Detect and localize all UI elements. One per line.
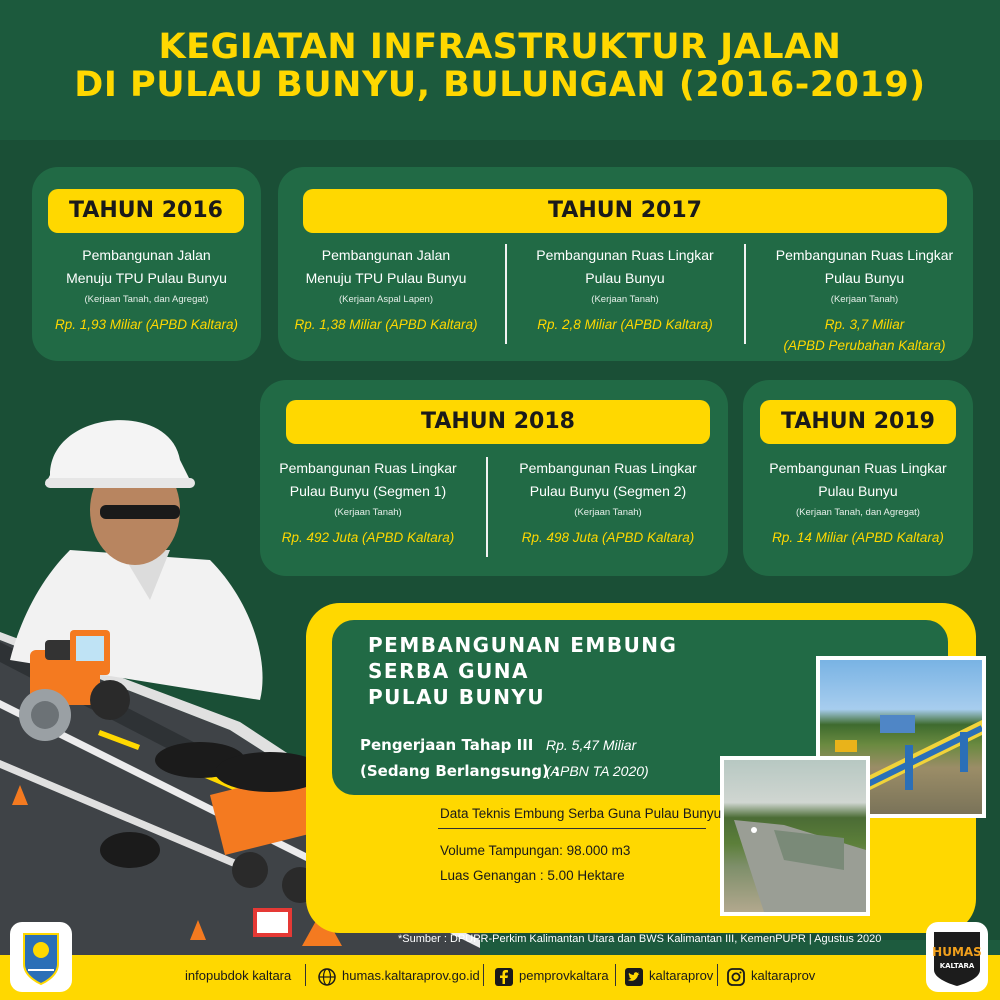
project-name: Menuju TPU Pulau Bunyu bbox=[305, 270, 467, 286]
kaltara-logo-text: KALTARA bbox=[939, 962, 975, 970]
project-name: Pulau Bunyu bbox=[585, 270, 665, 286]
footer-website-link[interactable] bbox=[318, 966, 480, 986]
footer-handle: infopubdok kaltara bbox=[185, 968, 292, 983]
barrier-icon bbox=[255, 910, 290, 935]
embung-stage bbox=[360, 732, 560, 784]
globe-icon bbox=[318, 968, 336, 986]
project-2017-2 bbox=[525, 244, 725, 335]
instagram-icon bbox=[727, 968, 745, 986]
footer-separator bbox=[305, 964, 306, 986]
project-cost-source: (APBD Perubahan Kaltara) bbox=[783, 338, 946, 353]
tech-data-divider bbox=[438, 828, 706, 829]
project-2018-1 bbox=[270, 457, 466, 548]
footer-facebook: pemprovkaltara bbox=[519, 968, 609, 983]
humas-logo bbox=[926, 922, 988, 992]
project-2017-1 bbox=[290, 244, 482, 335]
project-2016-1 bbox=[40, 244, 253, 335]
project-work-type: (Kerjaan Tanah) bbox=[574, 507, 642, 518]
footer-website: humas.kaltaraprov.go.id bbox=[342, 968, 480, 983]
twitter-icon bbox=[625, 968, 643, 986]
footer-facebook-link[interactable] bbox=[495, 966, 609, 986]
project-name: Pulau Bunyu bbox=[824, 270, 905, 286]
project-name: Menuju TPU Pulau Bunyu bbox=[66, 270, 227, 286]
embung-cost-source: (APBN TA 2020) bbox=[546, 763, 649, 779]
humas-logo-text: HUMAS bbox=[932, 945, 982, 959]
embung-title-line: PEMBANGUNAN EMBUNG bbox=[368, 633, 678, 657]
embung-title bbox=[368, 632, 677, 710]
project-name: Pembangunan Ruas Lingkar bbox=[279, 460, 457, 476]
footer-separator bbox=[615, 964, 616, 986]
project-name: Pembangunan Ruas Lingkar bbox=[769, 460, 947, 476]
footer-twitter: kaltaraprov bbox=[649, 968, 714, 983]
year-label-2017: TAHUN 2017 bbox=[303, 189, 947, 233]
project-cost: Rp. 1,93 Miliar (APBD Kaltara) bbox=[54, 317, 239, 332]
project-cost: Rp. 14 Miliar (APBD Kaltara) bbox=[772, 530, 944, 545]
source-note: *Sumber : DPUPR-Perkim Kalimantan Utara dan BWS Kalimantan III, KemenPUPR | Agustus 2020 bbox=[398, 933, 882, 945]
year-label-2018: TAHUN 2018 bbox=[286, 400, 710, 444]
footer-instagram: kaltaraprov bbox=[751, 968, 816, 983]
project-name: Pembangunan Ruas Lingkar bbox=[536, 247, 714, 263]
project-name: Pulau Bunyu bbox=[818, 483, 898, 499]
column-divider bbox=[505, 244, 507, 344]
embung-title-line: SERBA GUNA bbox=[368, 659, 530, 683]
project-name: Pembangunan Jalan bbox=[82, 247, 211, 263]
project-cost: Rp. 2,8 Miliar (APBD Kaltara) bbox=[537, 317, 713, 332]
project-name: Pembangunan Ruas Lingkar bbox=[775, 247, 954, 263]
project-name: Pulau Bunyu (Segmen 1) bbox=[289, 483, 447, 499]
tech-volume: Volume Tampungan: 98.000 m3 bbox=[440, 843, 631, 858]
project-work-type: (Kerjaan Tanah) bbox=[334, 507, 402, 518]
project-cost: Rp. 3,7 Miliar bbox=[824, 317, 905, 332]
column-divider bbox=[486, 457, 488, 557]
project-name: Pembangunan Jalan bbox=[321, 247, 451, 263]
project-cost: Rp. 1,38 Miliar (APBD Kaltara) bbox=[294, 317, 478, 332]
embung-photo-reservoir bbox=[720, 756, 870, 916]
year-label-2019: TAHUN 2019 bbox=[760, 400, 956, 444]
project-2018-2 bbox=[506, 457, 710, 548]
project-work-type: (Kerjaan Aspal Lapen) bbox=[338, 294, 433, 305]
year-label-2016: TAHUN 2016 bbox=[48, 189, 244, 233]
embung-cost bbox=[546, 732, 649, 784]
asphalt-heap bbox=[100, 832, 160, 868]
project-work-type: (Kerjaan Tanah, dan Agregat) bbox=[84, 294, 209, 305]
hard-hat-icon bbox=[45, 420, 190, 485]
project-work-type: (Kerjaan Tanah) bbox=[830, 294, 899, 305]
project-cost: Rp. 498 Juta (APBD Kaltara) bbox=[521, 530, 695, 545]
embung-title-line: PULAU BUNYU bbox=[368, 685, 546, 709]
tech-data-title: Data Teknis Embung Serba Guna Pulau Bunyu bbox=[440, 806, 722, 821]
facebook-icon bbox=[495, 968, 513, 986]
project-cost: Rp. 492 Juta (APBD Kaltara) bbox=[281, 530, 455, 545]
embung-cost-amount: Rp. 5,47 Miliar bbox=[546, 737, 637, 753]
project-name: Pulau Bunyu (Segmen 2) bbox=[529, 483, 687, 499]
page-title-line-1: KEGIATAN INFRASTRUKTUR JALAN bbox=[158, 27, 842, 67]
project-work-type: (Kerjaan Tanah, dan Agregat) bbox=[796, 507, 920, 518]
footer-twitter-link[interactable] bbox=[625, 966, 713, 986]
page-title-line-2: DI PULAU BUNYU, BULUNGAN (2016-2019) bbox=[74, 65, 926, 105]
project-name: Pembangunan Ruas Lingkar bbox=[519, 460, 697, 476]
embung-stage-line: Pengerjaan Tahap III bbox=[360, 736, 534, 754]
footer-separator bbox=[483, 964, 484, 986]
column-divider bbox=[744, 244, 746, 344]
project-2019-1 bbox=[750, 457, 966, 548]
embung-stage-status: (Sedang Berlangsung) : bbox=[360, 762, 561, 780]
footer-instagram-link[interactable] bbox=[727, 966, 815, 986]
project-2017-3 bbox=[762, 244, 967, 356]
page-title bbox=[0, 28, 1000, 104]
tech-area: Luas Genangan : 5.00 Hektare bbox=[440, 868, 625, 883]
project-work-type: (Kerjaan Tanah) bbox=[591, 294, 659, 305]
province-emblem-icon bbox=[10, 922, 72, 992]
province-logo bbox=[10, 922, 72, 992]
sunglasses-icon bbox=[100, 505, 180, 519]
footer-separator bbox=[717, 964, 718, 986]
